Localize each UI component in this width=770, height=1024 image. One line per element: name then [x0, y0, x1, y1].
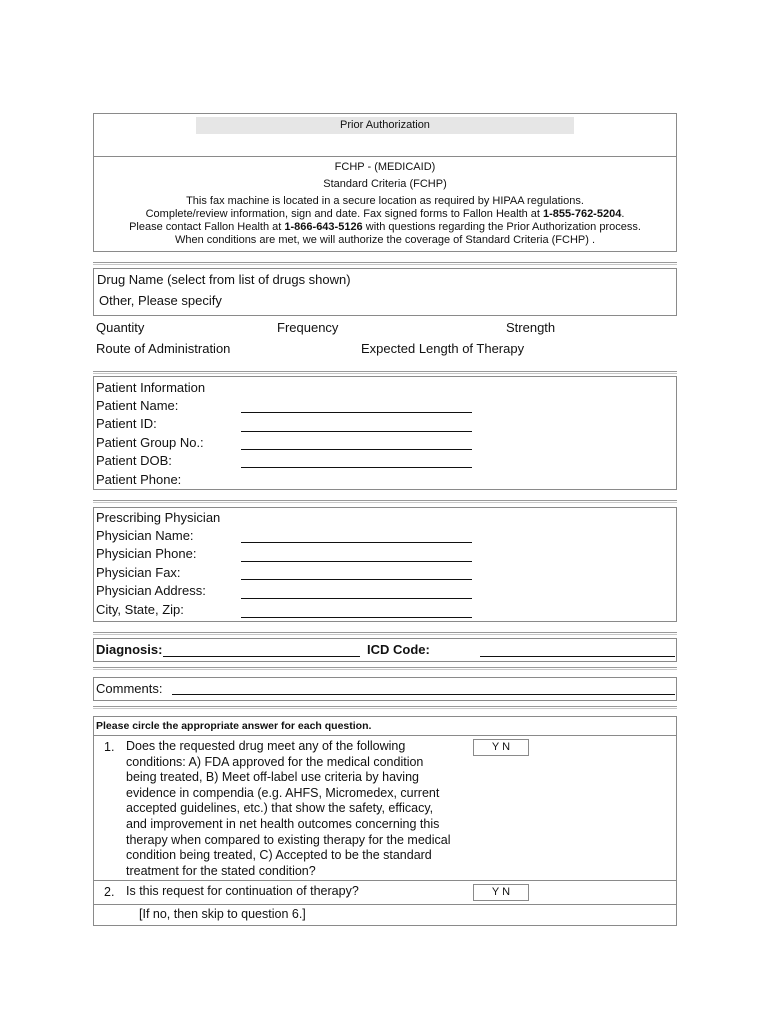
therapy-length-label: Expected Length of Therapy [361, 341, 525, 356]
contact-text-end: with questions regarding the Prior Authorization process. [362, 221, 641, 233]
physician-name-field[interactable] [241, 542, 472, 543]
coverage-notice: When conditions are met, we will authorize the coverage of Standard Criteria (FCHP) . [174, 234, 595, 246]
question-1-text [126, 739, 450, 879]
comments-box [93, 677, 677, 701]
physician-heading: Prescribing Physician [96, 510, 221, 525]
drug-name-label: Drug Name (select from list of drugs shown) [97, 272, 351, 287]
question-2-number: 2. [104, 885, 115, 899]
frequency-label: Frequency [277, 320, 339, 335]
route-label: Route of Administration [96, 341, 231, 356]
fax-instructions [94, 208, 676, 221]
fax-instructions-end: . [621, 208, 625, 220]
patient-group-label: Patient Group No.: [96, 435, 204, 450]
patient-dob-label: Patient DOB: [96, 453, 172, 468]
patient-group-field[interactable] [241, 449, 472, 450]
physician-address-field[interactable] [241, 598, 472, 599]
instruction-divider [93, 735, 677, 736]
plan-name: FCHP - (MEDICAID) [334, 161, 436, 173]
comments-label: Comments: [96, 681, 163, 696]
contact-phone: 1-866-643-5126 [284, 221, 363, 233]
question-divider [93, 904, 677, 905]
patient-id-field[interactable] [241, 431, 472, 432]
other-drug-label: Other, Please specify [99, 293, 222, 308]
contact-instructions [94, 221, 676, 234]
city-state-zip-field[interactable] [241, 617, 472, 618]
question-divider [93, 880, 677, 881]
question-1-line: condition being treated, C) Accepted to be the standard [126, 848, 432, 863]
patient-heading: Patient Information [96, 380, 206, 395]
diagnosis-field[interactable] [163, 656, 360, 657]
physician-fax-label: Physician Fax: [96, 565, 181, 580]
icd-code-label: ICD Code: [367, 642, 430, 657]
strength-label: Strength [506, 320, 556, 335]
question-2-text: Is this request for continuation of therapy? [126, 884, 359, 898]
physician-fax-field[interactable] [241, 579, 472, 580]
quantity-label: Quantity [96, 320, 145, 335]
patient-id-label: Patient ID: [96, 416, 157, 431]
question-1-line: Does the requested drug meet any of the following [126, 739, 406, 753]
patient-name-field[interactable] [241, 412, 472, 413]
separator [93, 632, 677, 635]
city-state-zip-label: City, State, Zip: [96, 602, 184, 617]
question-1-line: accepted guidelines, etc.) that show the safety, efficacy, [126, 801, 434, 816]
separator [93, 262, 677, 265]
criteria-name: Standard Criteria (FCHP) [323, 178, 447, 190]
separator [93, 371, 677, 374]
title-bar [196, 117, 574, 134]
physician-name-label: Physician Name: [96, 528, 194, 543]
questions-instruction: Please circle the appropriate answer for each question. [96, 720, 372, 732]
question-2-answer[interactable]: Y N [473, 884, 529, 901]
separator [93, 500, 677, 503]
physician-address-label: Physician Address: [96, 583, 206, 598]
contact-text: Please contact Fallon Health at [129, 221, 285, 233]
patient-dob-field[interactable] [241, 467, 472, 468]
question-1-line: and improvement in net health outcomes concerning this [126, 816, 440, 831]
question-1-answer[interactable]: Y N [473, 739, 529, 756]
separator [93, 667, 677, 670]
question-1-line: treatment for the stated condition? [126, 863, 316, 878]
question-1-line: therapy when compared to existing therapy for the medical [126, 832, 451, 847]
hipaa-notice: This fax machine is located in a secure location as required by HIPAA regulations. [186, 195, 584, 207]
patient-phone-label: Patient Phone: [96, 472, 182, 487]
fax-number: 1-855-762-5204 [543, 208, 622, 220]
physician-phone-label: Physician Phone: [96, 546, 197, 561]
question-2-note: [If no, then skip to question 6.] [139, 907, 306, 921]
fax-instructions-text: Complete/review information, sign and date. Fax signed forms to Fallon Health at [145, 208, 544, 220]
physician-phone-field[interactable] [241, 561, 472, 562]
question-1-line: evidence in compendia (e.g. AHFS, Micromedex, current [126, 785, 440, 800]
header-divider [94, 156, 676, 157]
patient-name-label: Patient Name: [96, 398, 179, 413]
form-title: Prior Authorization [340, 119, 430, 131]
icd-code-field[interactable] [480, 656, 675, 657]
drug-box [93, 268, 677, 316]
question-1-line: conditions: A) FDA approved for the medical condition [126, 754, 424, 769]
question-1-line: being treated, B) Meet off-label use criteria by having [126, 770, 419, 785]
question-1-number: 1. [104, 740, 115, 754]
header-box [93, 113, 677, 252]
diagnosis-label: Diagnosis: [96, 642, 163, 657]
separator [93, 706, 677, 709]
comments-field[interactable] [172, 694, 675, 695]
